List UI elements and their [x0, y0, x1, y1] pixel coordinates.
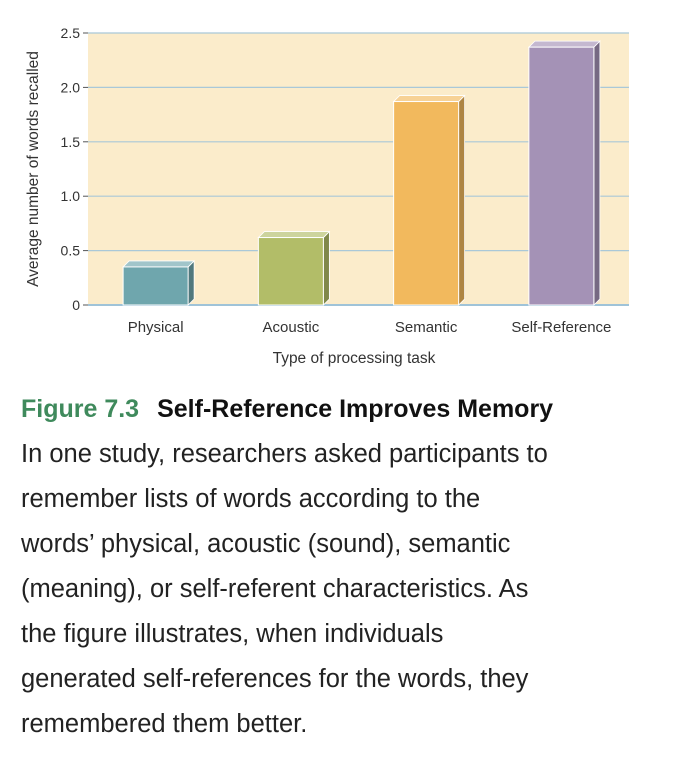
- bar-acoustic: [258, 232, 329, 305]
- bar: [258, 238, 323, 305]
- bar: [394, 102, 459, 305]
- y-tick-label: 0: [72, 297, 80, 313]
- bar-top: [529, 41, 600, 47]
- y-tick-label: 1.0: [60, 188, 80, 205]
- x-tick-label: Physical: [127, 319, 184, 336]
- caption-line: remembered them better.: [21, 710, 308, 738]
- y-axis-title: Average number of words recalled: [25, 51, 42, 287]
- bar-side: [459, 96, 465, 305]
- bar-top: [394, 96, 465, 102]
- x-tick-label: Semantic: [394, 319, 458, 336]
- figure-label: Figure 7.3: [21, 395, 140, 423]
- bar: [123, 267, 188, 305]
- bar-side: [594, 41, 600, 305]
- bar-side: [188, 261, 194, 305]
- bar-chart: [0, 0, 682, 380]
- bar-top: [258, 232, 329, 238]
- y-tick-label: 2.5: [60, 25, 80, 41]
- caption-line: (meaning), or self-referent characteristics. As: [21, 575, 529, 603]
- caption-line: words’ physical, acoustic (sound), semantic: [21, 530, 511, 558]
- x-tick-label: Self-Reference: [511, 319, 612, 336]
- y-tick-label: 2.0: [60, 79, 80, 96]
- figure-title: Self-Reference Improves Memory: [157, 395, 554, 423]
- bar-semantic: [394, 96, 465, 305]
- caption-body: [21, 432, 661, 747]
- x-tick-label: Acoustic: [262, 319, 320, 336]
- y-axis-ticks: [61, 25, 88, 313]
- bar-self-reference: [529, 41, 600, 305]
- x-axis-title: Type of processing task: [272, 350, 436, 367]
- caption-heading: [21, 386, 661, 432]
- y-tick-label: 1.5: [60, 133, 80, 150]
- x-axis-ticks: [128, 319, 612, 336]
- caption-line: In one study, researchers asked participants to: [21, 440, 548, 468]
- bar-side: [323, 232, 329, 305]
- figure-caption: [21, 386, 661, 747]
- caption-line: remember lists of words according to the: [21, 485, 481, 513]
- caption-line: generated self-references for the words, they: [21, 665, 529, 693]
- y-tick-label: 0.5: [60, 242, 80, 259]
- bar: [529, 47, 594, 305]
- bar-physical: [123, 261, 194, 305]
- caption-line: the figure illustrates, when individuals: [21, 620, 444, 648]
- bar-top: [123, 261, 194, 267]
